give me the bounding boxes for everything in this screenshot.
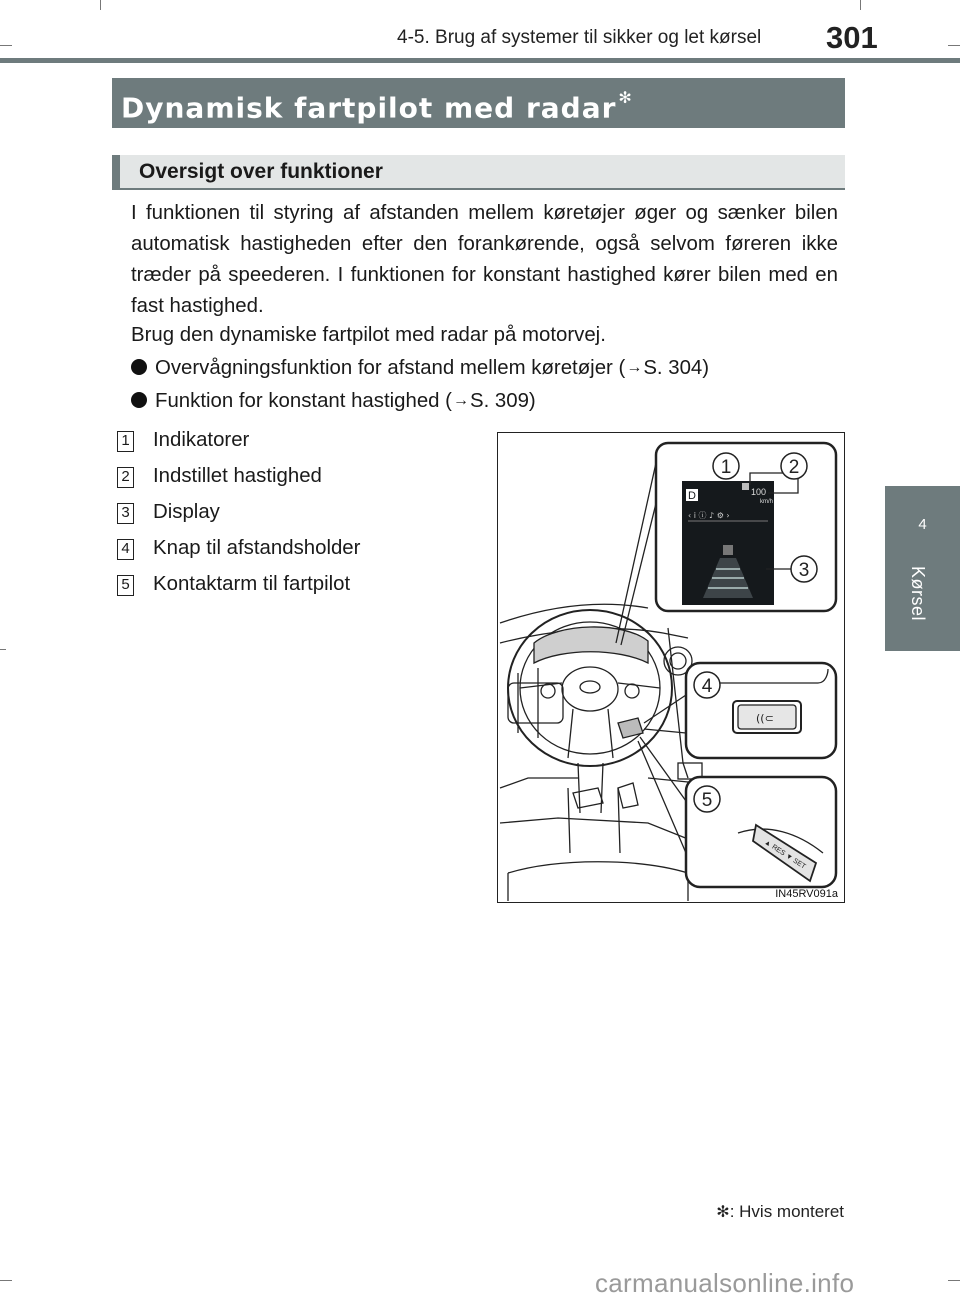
vehicle-icon [742, 483, 749, 490]
legend-item [117, 462, 322, 490]
legend-number: 2 [117, 467, 134, 488]
callout-5-label: 5 [701, 790, 713, 811]
bullet-text: Funktion for konstant hastighed ( [155, 390, 452, 412]
figure-code: IN45RV091a [775, 888, 838, 900]
legend-number: 4 [117, 539, 134, 560]
legend-item [117, 498, 220, 526]
bullet-text: Overvågningsfunktion for afstand mellem køretøjer ( [155, 357, 626, 379]
steering-hub [562, 667, 618, 711]
crop-mark [948, 1280, 960, 1281]
set-speed-readout: 100 [751, 487, 767, 497]
preceding-vehicle-icon [723, 545, 733, 555]
bullet-dot [131, 392, 147, 408]
optional-marker-icon: ✻ [716, 1204, 730, 1221]
brake-pedal [573, 788, 603, 808]
crop-mark [0, 45, 12, 46]
wheel-switch-right [625, 684, 639, 698]
watermark: carmanualsonline.info [595, 1268, 855, 1298]
page-number: 301 [826, 20, 878, 55]
callout-2-label: 2 [788, 457, 800, 478]
dashboard-illustration [497, 432, 845, 903]
bullet-dot [131, 359, 147, 375]
menu-icons: ‹ i ⓘ ♪ ⚙ › [688, 511, 730, 520]
section-heading: Oversigt over funktioner [112, 155, 845, 190]
accelerator-pedal [618, 783, 638, 808]
distance-symbol-icon: ((⊂ [756, 712, 774, 725]
lower-dash [500, 778, 698, 788]
legend-number: 3 [117, 503, 134, 524]
legend-label: Kontaktarm til fartpilot [153, 573, 351, 595]
legend-label: Display [153, 501, 220, 523]
usage-paragraph: Brug den dynamiske fartpilot med radar på motorvej. [131, 324, 606, 346]
legend-label: Knap til afstandsholder [153, 537, 361, 559]
reference-arrow-icon: → [452, 392, 469, 409]
reference-arrow-icon: → [626, 359, 643, 376]
vent-round-inner [670, 653, 686, 669]
floor-line [500, 818, 698, 843]
legend-item [117, 426, 249, 454]
bullet-item [131, 385, 536, 417]
footnote-text: : Hvis monteret [729, 1202, 844, 1221]
legend-label: Indstillet hastighed [153, 465, 322, 487]
crop-mark [948, 45, 960, 46]
callout-connector [638, 737, 686, 853]
bullet-item [131, 352, 709, 384]
chapter-tab [885, 486, 960, 651]
legend-item [117, 534, 360, 562]
legend-number: 5 [117, 575, 134, 596]
legend-label: Indikatorer [153, 429, 250, 451]
page-title-text: Dynamisk fartpilot med radar [121, 91, 617, 125]
callout-connector [644, 695, 686, 733]
page-reference-link[interactable]: S. 304) [643, 357, 710, 379]
intro-paragraph: I funktionen til styring af afstanden mellem køretøjer øger og sænker bilen automatisk hastigheden efter den forankørende, også selvom føreren ikke træder på speederen. I funktionen for konstant hastighed kører bilen med en fast hastighed. [131, 202, 838, 317]
crop-mark [0, 649, 6, 650]
steering-logo [580, 681, 600, 693]
page-reference-link[interactable]: S. 309) [469, 390, 536, 412]
svg-text:D: D [688, 490, 696, 502]
callout-3-label: 3 [798, 560, 810, 581]
chapter-label: Kørsel [908, 566, 928, 622]
seat-outline [508, 862, 688, 901]
crop-mark [0, 1280, 12, 1281]
running-head: 4-5. Brug af systemer til sikker og let kørsel [397, 27, 762, 48]
footnote [716, 1202, 844, 1222]
callout-4-label: 4 [701, 676, 713, 697]
lever-labels: ▲ RES ▼ SET [762, 838, 807, 871]
header-rule [0, 58, 960, 63]
optional-marker: ✻ [618, 88, 633, 107]
page-title [112, 78, 845, 128]
chapter-number: 4 [918, 516, 927, 533]
wheel-switch-left [541, 684, 555, 698]
dashboard-line [500, 604, 648, 623]
callout-1-label: 1 [720, 457, 732, 478]
crop-mark [100, 0, 101, 10]
legend-item [117, 570, 350, 598]
speed-unit: km/h [760, 499, 774, 505]
legend-number: 1 [117, 431, 134, 452]
crop-mark [860, 0, 861, 10]
